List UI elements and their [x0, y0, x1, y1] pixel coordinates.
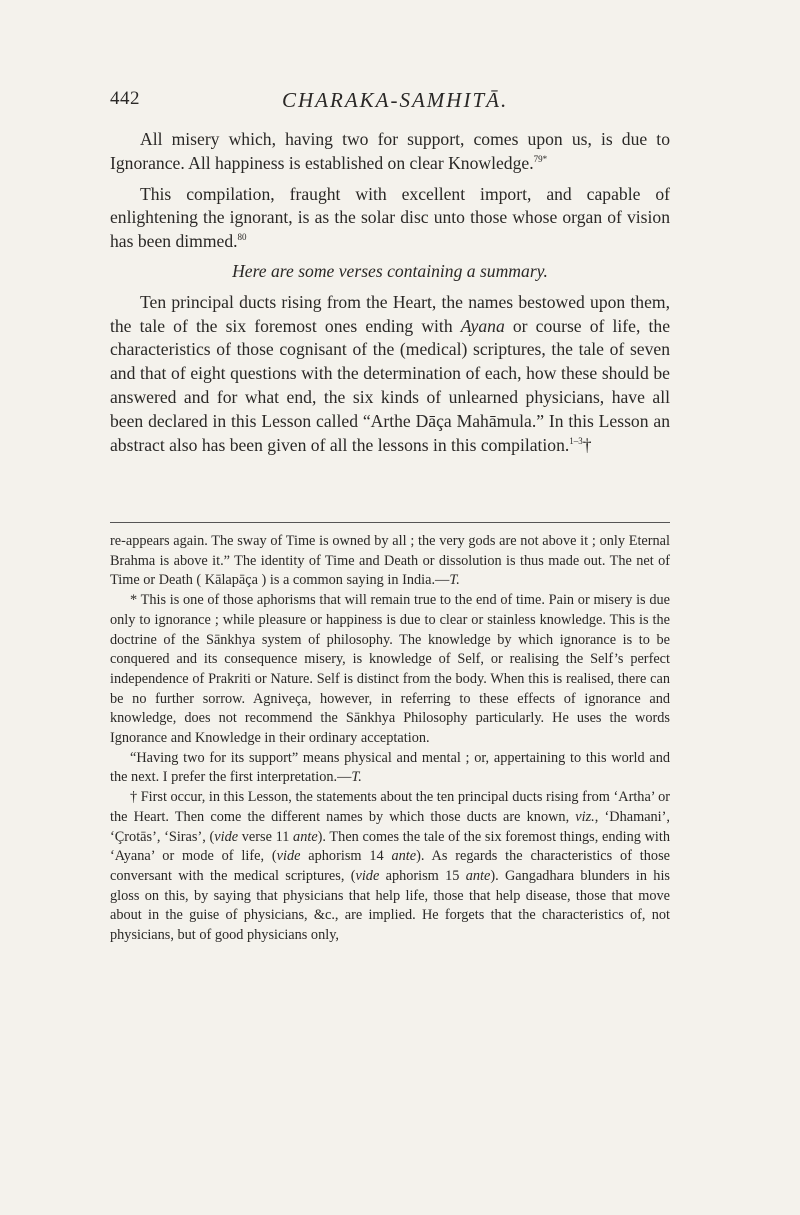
footnote-star — [110, 591, 670, 749]
paragraph-summary-verses — [110, 291, 670, 458]
paragraph-text: Ten principal ducts rising from the Heart, the names bestowed upon them, the tale of the six foremost ones ending with — [110, 291, 670, 336]
italic-term: ante — [465, 867, 491, 884]
footnote-text: ). As regards the characteristics of those conversant with the medical scriptures, ( — [110, 848, 670, 884]
paragraph-text: This compilation, fraught with excellent import, and capable of enlightening the ignorant, is as the solar disc unto those whose organ of vision has been dimmed. — [110, 183, 670, 252]
main-text — [110, 128, 670, 457]
italic-term: vide — [276, 848, 301, 865]
italic-term: viz. — [575, 808, 595, 825]
footnote-text: First occur, in this Lesson, the statements about the ten principal ducts rising from ‘Artha’ or the Heart. Then come the different names by which those ducts are known, — [110, 789, 670, 825]
footnote-mark-star: * — [130, 592, 138, 609]
footnote-text: aphorism 14 — [300, 848, 392, 865]
footnote-continued — [110, 532, 670, 591]
footnote-support — [110, 749, 670, 788]
italic-term: Ayana — [460, 315, 505, 336]
summary-subheading: Here are some verses containing a summary. — [232, 260, 548, 281]
footnote-text: , ‘Dhamani’, ‘Çrotās’, ‘Siras’, ( — [110, 808, 670, 845]
footnote-text: “Having two for its support” means physical and mental ; or, appertaining to this world and the next. I prefer the first interpretation.— — [110, 749, 670, 786]
verse-number: 1–3 — [569, 435, 583, 446]
footnote-mark-dagger: † — [130, 789, 138, 806]
running-title: CHARAKA-SAMHITĀ. — [282, 88, 509, 112]
footnote-text: This is one of those aphorisms that will remain true to the end of time. Pain or misery is due only to ignorance ; while pleasure or happiness is due to clear or stainless knowledge. This is the doctrine of the Sānkhya system of philosophy. The knowledge by which ignorance is to be conquered and its consequence misery, is knowledge of Self, or realising the Self’s perfect independence of Prakriti or Nature. Self is distinct from the body. When this is realised, there can be no further sorrow. Agniveça, however, in referring to these effects of ignorance and knowledge, does not recommend the Sānkhya Philosophy particularly. He uses the words Ignorance and Knowledge in their ordinary acceptation. — [110, 592, 670, 747]
paragraph-text: or course of life, the characteristics of those cognisant of the (medical) scriptures, the tale of seven and that of eight questions with the determination of each, how these should be answered and for what end, the six kinds of unlearned physicians, have all been declared in this Lesson called “Arthe Dāça Mahāmula.” In this Lesson an abstract also has been given of all the lessons in this compilation. — [110, 315, 671, 455]
footnote-text: aphorism 15 — [379, 867, 466, 884]
paragraph-aphorism-80 — [110, 183, 670, 254]
translator-mark: T. — [351, 769, 362, 786]
paragraph-aphorism-79 — [110, 128, 670, 176]
footnote-mark-dagger: † — [582, 434, 592, 455]
page-header — [110, 88, 670, 118]
footnote-text: re-appears again. The sway of Time is owned by all ; the very gods are not above it ; only Eternal Brahma is above it.” The identity of Time and Death or dissolution is thus made out. The net of Time or Death ( Kālapāça ) is a common saying in India.— — [110, 533, 670, 589]
footnote-dagger — [110, 788, 670, 946]
footnote-text: verse 11 — [238, 828, 294, 845]
footnotes — [110, 532, 670, 946]
verse-number: 79* — [533, 153, 548, 164]
italic-term: vide — [355, 867, 380, 884]
italic-term: ante — [391, 848, 417, 865]
verse-number: 80 — [237, 232, 247, 243]
footnote-divider — [110, 522, 670, 523]
italic-term: vide — [214, 828, 239, 845]
paragraph-text: All misery which, having two for support, comes upon us, is due to Ignorance. All happiness is established on clear Knowledge. — [110, 129, 670, 173]
footnote-text: ). Gangadhara blunders in his gloss on this, by saying that physicians that help life, those that help disease, those that move about in the guise of physicians, &c., are implied. He forgets that the characteristics of, not physicians, but of good physicians only, — [110, 867, 670, 944]
translator-mark: T. — [449, 572, 460, 589]
italic-term: ante — [293, 828, 318, 845]
footnote-text: ). Then comes the tale of the six foremost things, ending with ‘Ayana’ or mode of life, ( — [110, 828, 670, 865]
page-number: 442 — [110, 88, 140, 109]
